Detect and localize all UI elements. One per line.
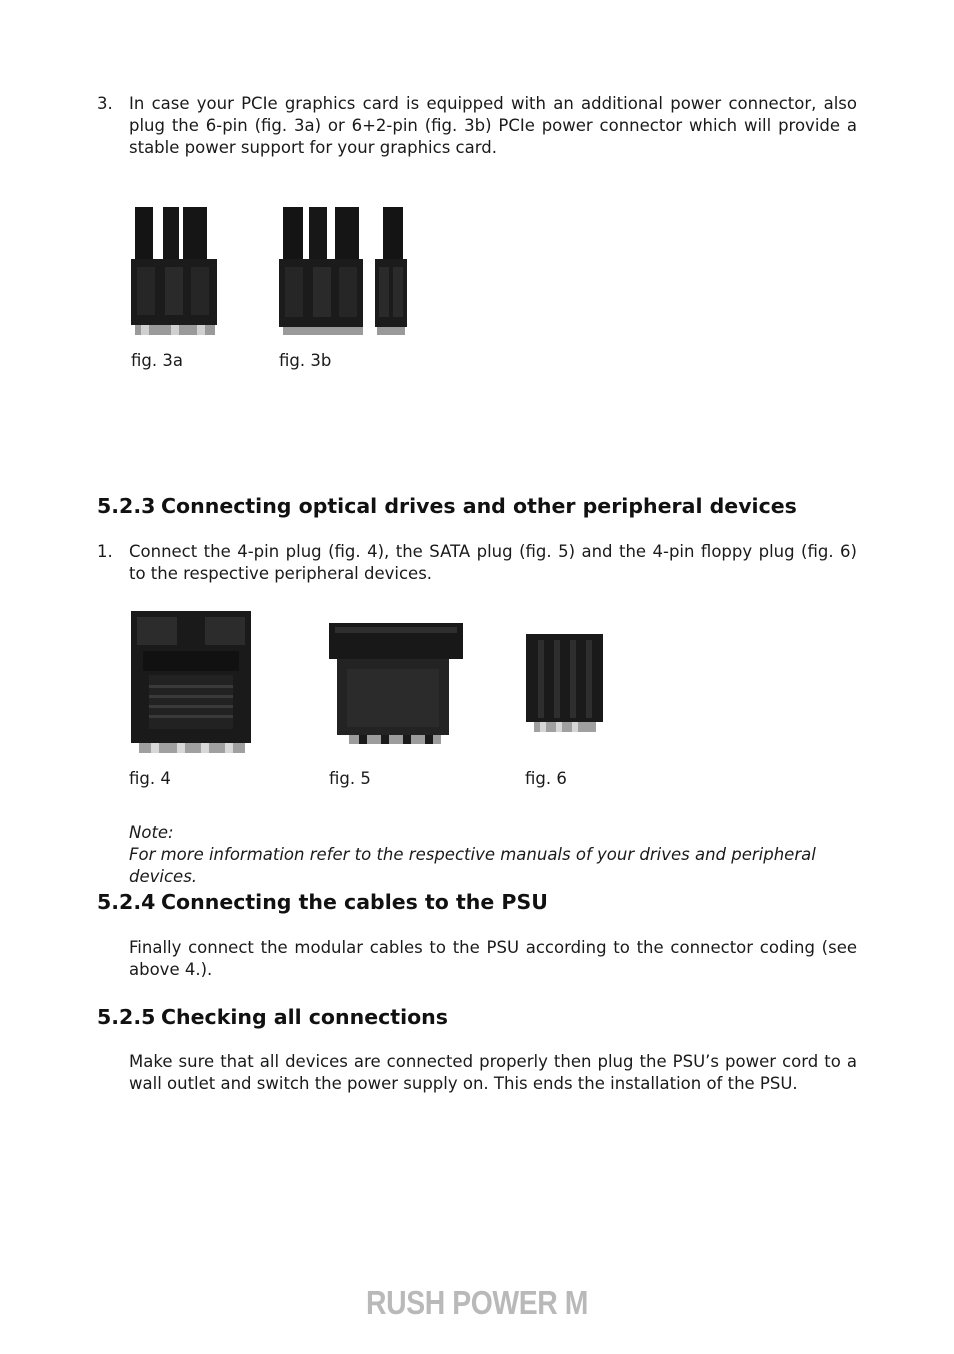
list-number: 3. (97, 94, 113, 113)
figure-caption: fig. 4 (129, 769, 171, 788)
figure-caption: fig. 5 (329, 769, 371, 788)
figure-caption: fig. 3b (279, 351, 332, 370)
note-text: For more information refer to the respective manuals of your drives and peripheral devices. (129, 845, 816, 886)
paragraph-pcie: In case your PCIe graphics card is equipped with an additional power connector, also plug the 6-pin (fig. 3a) or 6+2-pin (fig. 3b) PCIe power connector which will provide a stable power support for your graphics card. (129, 94, 857, 157)
molex-4pin-plug-photo (129, 611, 253, 753)
floppy-4pin-plug-photo (526, 634, 603, 732)
note-label: Note: (129, 823, 174, 842)
figure-caption: fig. 3a (131, 351, 183, 370)
footer-brand: RUSH POWER M (366, 1284, 588, 1321)
pcie-6pin-connector-photo (131, 207, 217, 335)
section-title: Connecting optical drives and other peripheral devices (161, 494, 797, 518)
section-heading (97, 889, 548, 915)
list-number: 1. (97, 542, 113, 561)
pcie-6plus2pin-connector-photo (279, 207, 407, 335)
section-heading (97, 493, 797, 519)
section-heading (97, 1004, 448, 1030)
paragraph-peripherals: Connect the 4-pin plug (fig. 4), the SATA plug (fig. 5) and the 4-pin floppy plug (fig. 6) to the respective peripheral devices. (129, 542, 857, 583)
paragraph-checking: Make sure that all devices are connected properly then plug the PSU’s power cord to a wall outlet and switch the power supply on. This ends the installation of the PSU. (129, 1052, 857, 1093)
figure-caption: fig. 6 (525, 769, 567, 788)
section-title: Checking all connections (161, 1005, 448, 1029)
sata-plug-photo (329, 623, 463, 744)
section-title: Connecting the cables to the PSU (161, 890, 548, 914)
section-number: 5.2.3 (97, 494, 156, 518)
section-number: 5.2.4 (97, 890, 156, 914)
section-number: 5.2.5 (97, 1005, 156, 1029)
paragraph-modular-cables: Finally connect the modular cables to the PSU according to the connector coding (see above 4.). (129, 938, 857, 979)
